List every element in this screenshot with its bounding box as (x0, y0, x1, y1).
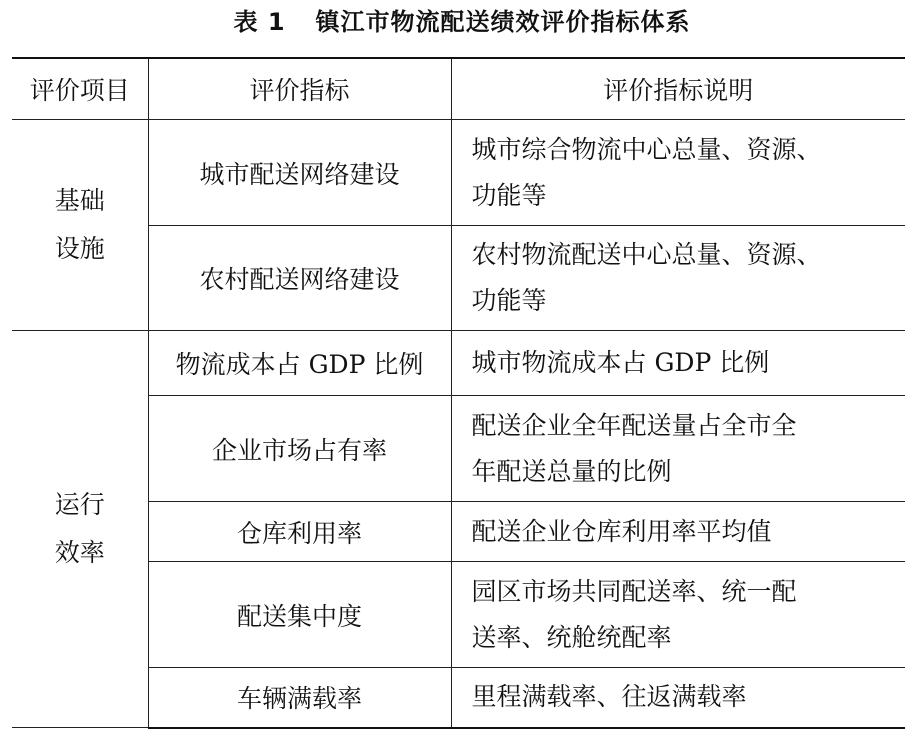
indicator-cell: 物流成本占 GDP 比例 (148, 331, 451, 396)
description-cell (451, 396, 905, 502)
table-row (12, 331, 905, 396)
description-cell (451, 502, 905, 562)
category-line: 基础 (54, 186, 105, 215)
header-cell: 评价指标说明 (451, 58, 905, 120)
description-line: 年配送总量的比例 (471, 456, 672, 486)
description-line: 配送企业仓库利用率平均值 (471, 516, 772, 546)
description-line: 功能等 (471, 180, 547, 210)
description-line: 功能等 (471, 286, 547, 315)
table-title (0, 0, 924, 44)
description-cell (451, 120, 905, 226)
description-cell (451, 226, 905, 331)
indicator-table (12, 57, 905, 729)
indicator-cell: 城市配送网络建设 (148, 120, 451, 226)
category-line: 效率 (54, 538, 105, 567)
description-line: 送率、统舱统配率 (471, 622, 672, 652)
indicator-cell: 农村配送网络建设 (148, 226, 451, 331)
description-cell (451, 331, 905, 396)
description-line: 城市综合物流中心总量、资源、 (471, 134, 822, 164)
table-number: 表 1 (233, 8, 286, 36)
indicator-cell: 车辆满载率 (148, 668, 451, 728)
header-cell: 评价指标 (148, 58, 451, 120)
description-line: 园区市场共同配送率、统一配 (471, 576, 797, 606)
indicator-cell: 配送集中度 (148, 562, 451, 668)
description-cell (451, 562, 905, 668)
description-line: 农村物流配送中心总量、资源、 (471, 240, 822, 269)
header-cell: 评价项目 (12, 58, 148, 120)
category-line: 运行 (54, 490, 105, 519)
description-line: 城市物流成本占 GDP 比例 (471, 348, 770, 377)
indicator-cell: 企业市场占有率 (148, 396, 451, 502)
description-line: 里程满载率、往返满载率 (471, 682, 747, 712)
indicator-cell: 仓库利用率 (148, 502, 451, 562)
category-cell (12, 120, 148, 331)
category-cell (12, 331, 148, 728)
header-row (12, 58, 905, 120)
table-row (12, 120, 905, 226)
description-cell (451, 668, 905, 728)
description-line: 配送企业全年配送量占全市全 (471, 410, 797, 440)
table-caption: 镇江市物流配送绩效评价指标体系 (315, 8, 691, 36)
category-line: 设施 (54, 234, 105, 263)
